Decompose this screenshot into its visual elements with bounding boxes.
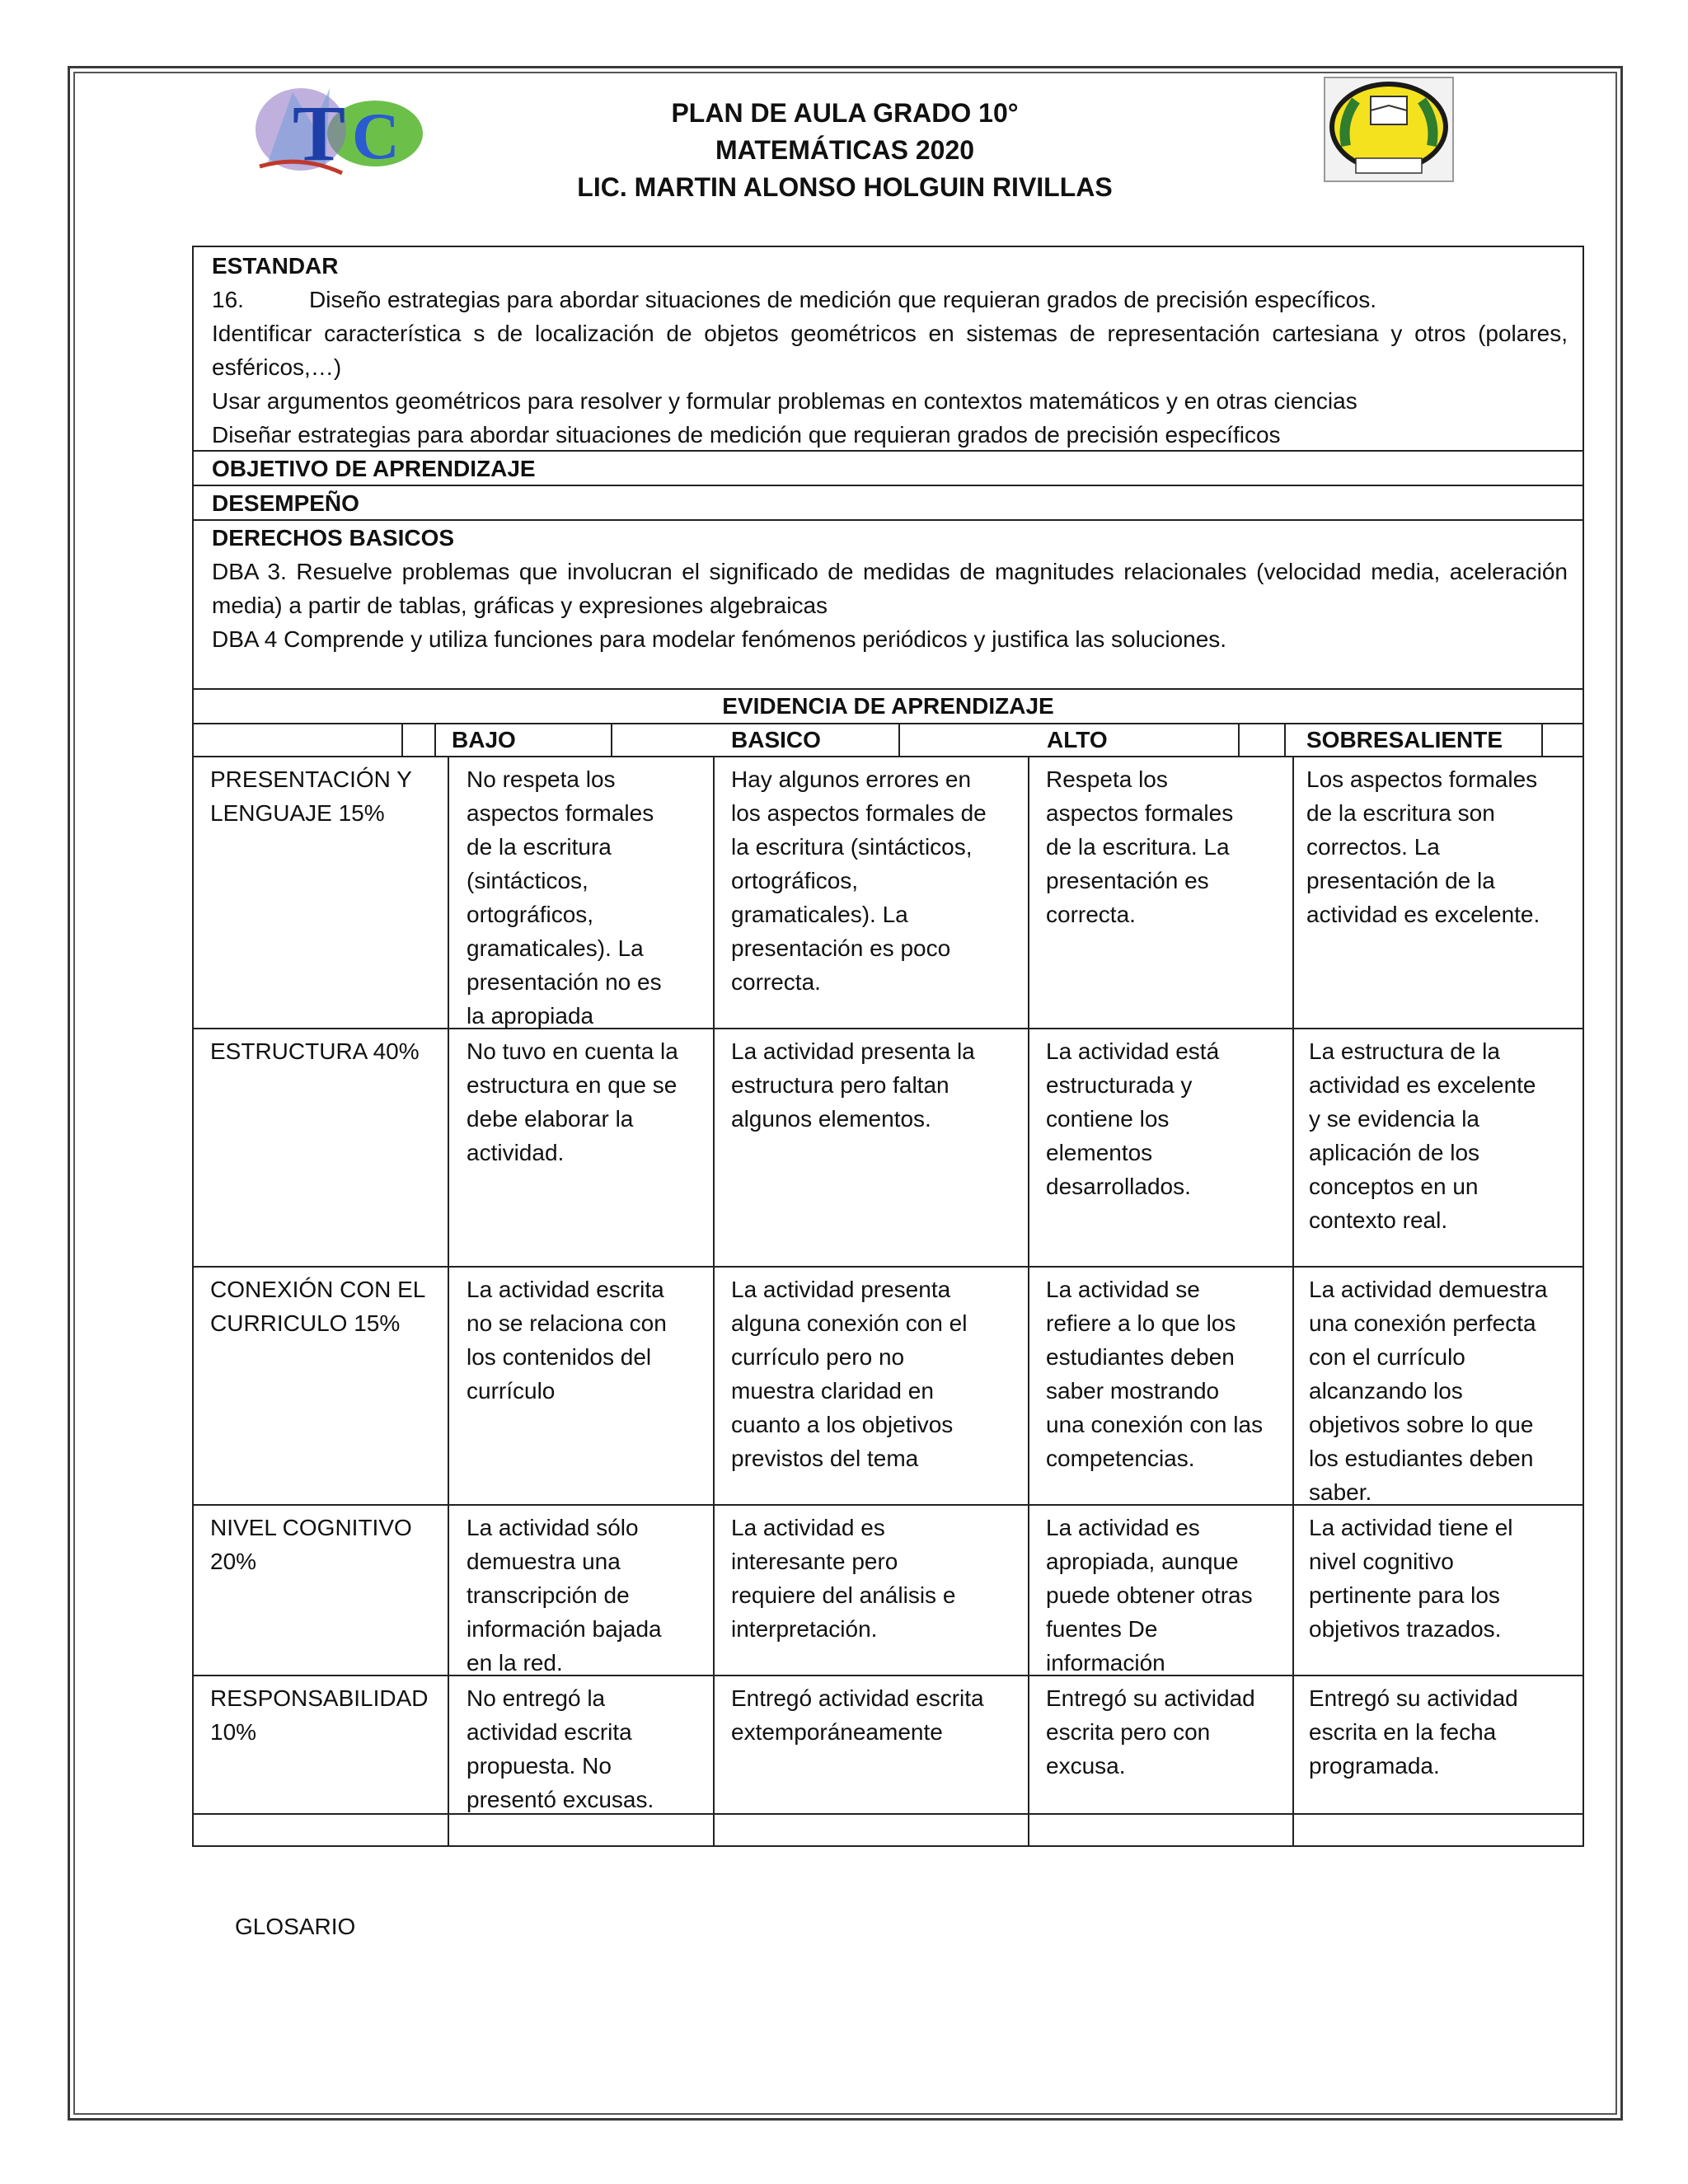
sobresaliente-cell: La actividad demuestra una conexión perfecta con el currículo alcanzando los objetivos sobre lo que los estudiantes deben saber. [1309,1277,1548,1505]
estandar-item-16 [212,283,1568,316]
bajo-cell: La actividad sólo demuestra una transcripción de información bajada en la red. [467,1515,662,1675]
dba-4: DBA 4 Comprende y utiliza funciones para modelar fenómenos periódicos y justifica las soluciones. [212,626,1227,652]
svg-text:T: T [293,89,346,177]
basico-cell: La actividad presenta alguna conexión con el currículo pero no muestra claridad en cuanto a los objetivos previstos del tema [731,1277,968,1471]
estandar-item-1: Diseño estrategias para abordar situaciones de medición que requieran grados de precisión específicos. [309,287,1376,312]
criterion-cell: RESPONSABILIDAD 10% [210,1685,429,1745]
basico-cell: La actividad presenta la estructura pero faltan algunos elementos. [731,1038,975,1132]
rubric-heading: EVIDENCIA DE APRENDIZAJE [194,690,1582,724]
estandar-item-3: Usar argumentos geométricos para resolver y formular problemas en contextos matemáticos y en otras ciencias [212,388,1357,414]
level-divider [401,724,403,756]
level-divider [1284,724,1286,756]
bajo-cell: No entregó la actividad escrita propuesta. No presentó excusas. [467,1685,654,1812]
document-title [495,95,1195,206]
level-divider [1541,724,1543,756]
level-header-row [194,724,1582,757]
school-crest-logo [1323,76,1455,183]
level-bajo: BAJO [452,727,516,752]
level-divider [898,724,900,756]
level-divider [434,724,436,756]
objetivo-section [192,450,1584,486]
estandar-heading: ESTANDAR [212,253,339,279]
bajo-cell: No respeta los aspectos formales de la escritura (sintácticos, ortográficos, gramaticales). La presentación no es la apropiada [467,766,662,1029]
evidence-rubric-table [192,688,1584,1847]
estandar-section [192,246,1584,452]
objetivo-heading: OBJETIVO DE APRENDIZAJE [212,456,536,481]
empty-row [194,1815,1582,1847]
criterion-cell: PRESENTACIÓN Y LENGUAJE 15% [210,766,412,826]
level-alto: ALTO [1047,727,1108,752]
alto-cell: Respeta los aspectos formales de la escritura. La presentación es correcta. [1046,766,1234,927]
title-line-3: LIC. MARTIN ALONSO HOLGUIN RIVILLAS [577,172,1113,202]
level-basico: BASICO [731,727,821,752]
basico-cell: La actividad es interesante pero requiere del análisis e interpretación. [731,1515,956,1642]
svg-text:C: C [352,101,400,173]
sobresaliente-cell: La actividad tiene el nivel cognitivo pertinente para los objetivos trazados. [1309,1515,1513,1642]
rubric-row [194,1676,1582,1815]
rubric-row [194,1506,1582,1676]
estandar-item-2: Identificar característica s de localización de objetos geométricos en sistemas de representación cartesiana y otros (polares, esféricos,…) [212,321,1568,380]
alto-cell: La actividad está estructurada y contiene los elementos desarrollados. [1046,1038,1220,1199]
basico-cell: Hay algunos errores en los aspectos formales de la escritura (sintácticos, ortográficos, gramaticales). La presentación es poco correcta. [731,766,987,995]
level-divider [611,724,612,756]
tic-logo [251,76,429,179]
criterion-cell: CONEXIÓN CON EL CURRICULO 15% [210,1277,426,1336]
sobresaliente-cell: Los aspectos formales de la escritura son correctos. La presentación de la actividad es excelente. [1306,766,1540,927]
level-divider [1238,724,1240,756]
alto-cell: Entregó su actividad escrita pero con excusa. [1046,1685,1255,1779]
criterion-cell: ESTRUCTURA 40% [210,1038,420,1064]
rubric-row [194,1029,1582,1268]
derechos-heading: DERECHOS BASICOS [212,525,455,551]
alto-cell: La actividad es apropiada, aunque puede obtener otras fuentes De información [1046,1515,1253,1675]
sobresaliente-cell: Entregó su actividad escrita en la fecha programada. [1309,1685,1518,1779]
estandar-number: 16. [212,287,244,312]
desempeno-section [192,485,1584,521]
title-line-1: PLAN DE AULA GRADO 10° [671,98,1019,128]
glosario-label: GLOSARIO [235,1914,356,1939]
basico-cell: Entregó actividad escrita extemporáneamente [731,1685,984,1745]
title-line-2: MATEMÁTICAS 2020 [715,135,975,165]
desempeno-heading: DESEMPEÑO [212,490,359,516]
derechos-section [192,519,1584,690]
rubric-row [194,757,1582,1029]
dba-3: DBA 3. Resuelve problemas que involucran el significado de medidas de magnitudes relacionales (velocidad media, aceleración media) a partir de tablas, gráficas y expresiones algebraicas [212,559,1568,618]
criterion-cell: NIVEL COGNITIVO 20% [210,1515,412,1574]
level-sobresaliente: SOBRESALIENTE [1306,727,1503,752]
sobresaliente-cell: La estructura de la actividad es excelente y se evidencia la aplicación de los conceptos en un contexto real. [1309,1038,1536,1233]
rubric-row [194,1268,1582,1506]
alto-cell: La actividad se refiere a lo que los estudiantes deben saber mostrando una conexión con las competencias. [1046,1277,1264,1471]
estandar-item-4: Diseñar estrategias para abordar situaciones de medición que requieran grados de precisión específicos [212,422,1281,448]
bajo-cell: La actividad escrita no se relaciona con los contenidos del currículo [467,1277,667,1404]
bajo-cell: No tuvo en cuenta la estructura en que se debe elaborar la actividad. [467,1038,678,1165]
